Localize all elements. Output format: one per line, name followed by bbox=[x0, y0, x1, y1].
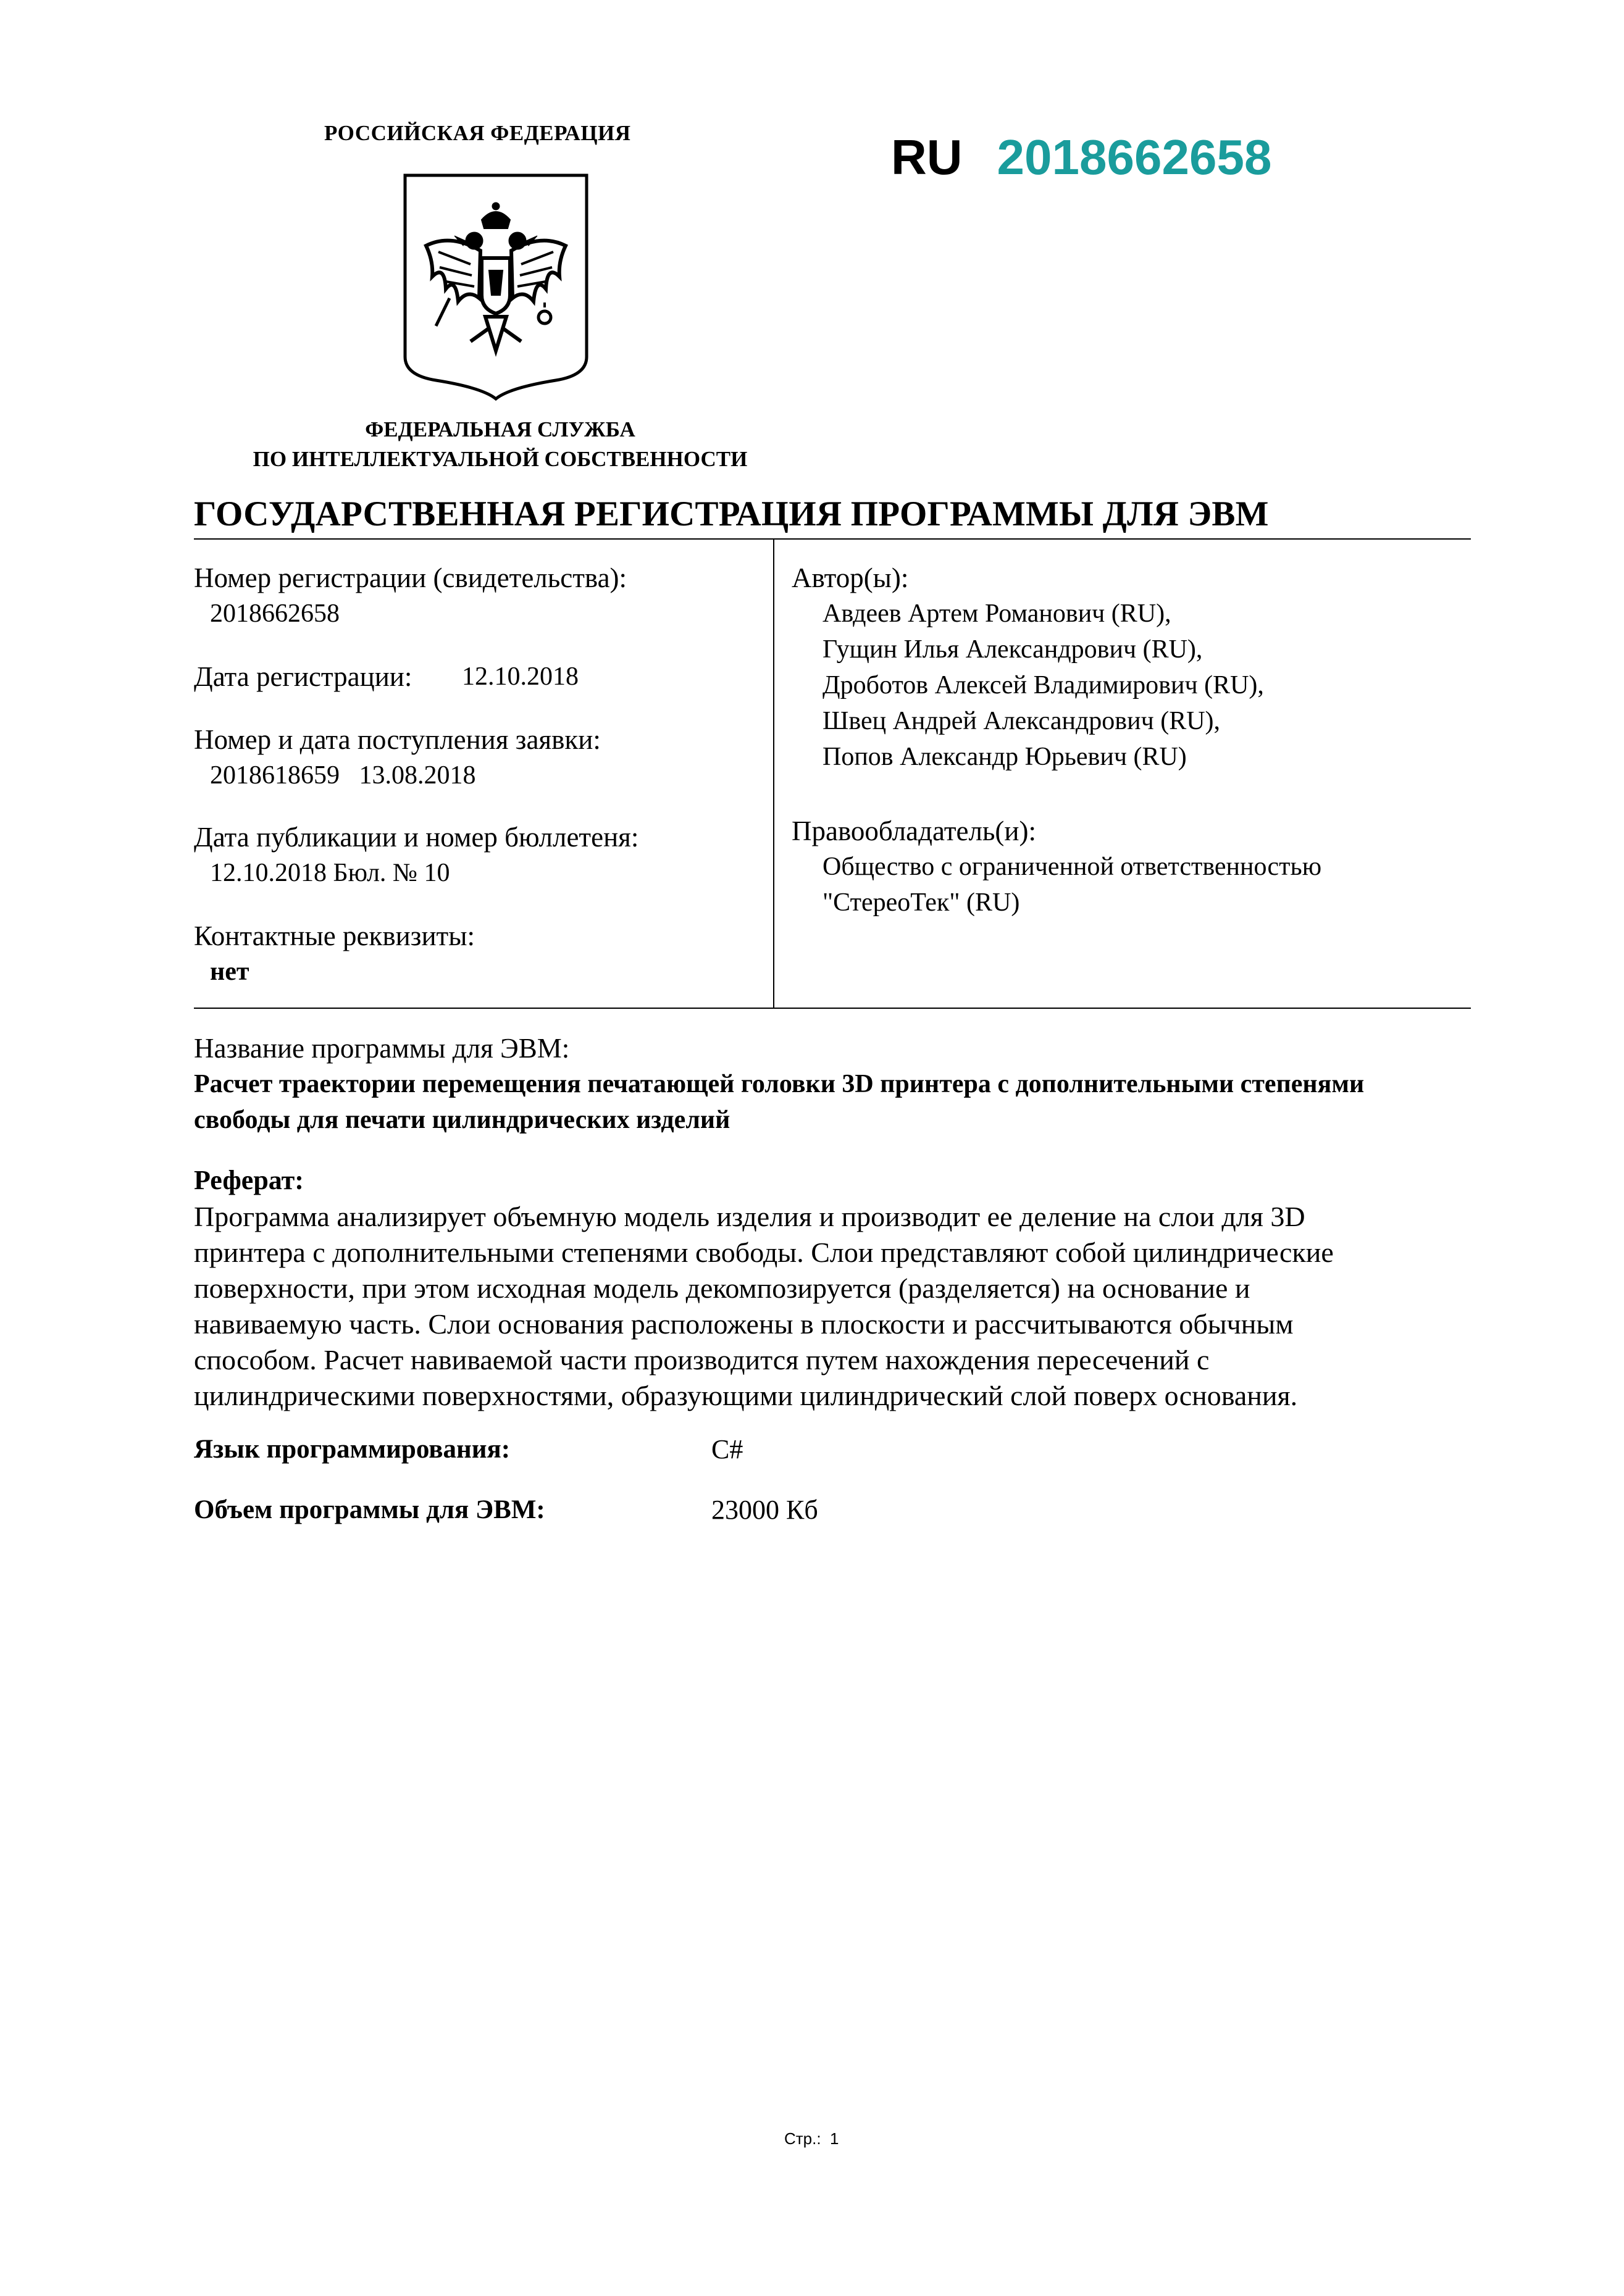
authors-label: Автор(ы): bbox=[792, 562, 909, 593]
abstract-line: Программа анализирует объемную модель изделия и производит ее деление на слои для 3D bbox=[194, 1201, 1305, 1232]
holder-line: "СтереоТек" (RU) bbox=[822, 888, 1020, 917]
contacts-label: Контактные реквизиты: bbox=[194, 920, 475, 951]
holders-label: Правообладатель(и): bbox=[792, 816, 1036, 846]
divider-top bbox=[194, 538, 1471, 540]
page-title: ГОСУДАРСТВЕННАЯ РЕГИСТРАЦИЯ ПРОГРАММЫ ДЛЯ ЭВМ bbox=[194, 495, 1269, 533]
contacts-value: нет bbox=[210, 958, 249, 986]
agency-name-line1: ФЕДЕРАЛЬНАЯ СЛУЖБА bbox=[365, 417, 635, 441]
program-name-line: свободы для печати цилиндрических изделий bbox=[194, 1106, 730, 1134]
application-date: 13.08.2018 bbox=[359, 761, 476, 790]
application-number: 2018618659 bbox=[210, 761, 340, 790]
bulletin-number: Бюл. № 10 bbox=[333, 859, 450, 887]
holder-line: Общество с ограниченной ответственностью bbox=[822, 853, 1322, 881]
doc-number-value: 2018662658 bbox=[997, 130, 1272, 185]
language-value: C# bbox=[711, 1434, 743, 1464]
application-label: Номер и дата поступления заявки: bbox=[194, 724, 601, 755]
abstract-line: принтера с дополнительными степенями свободы. Слои представляют собой цилиндрические bbox=[194, 1237, 1334, 1268]
author-item: Дроботов Алексей Владимирович (RU), bbox=[822, 671, 1264, 699]
coat-of-arms-emblem bbox=[401, 172, 590, 401]
abstract-line: цилиндрическими поверхностями, образующими цилиндрический слой поверх основания. bbox=[194, 1380, 1298, 1411]
author-item: Попов Александр Юрьевич (RU) bbox=[822, 743, 1187, 771]
program-name-line: Расчет траектории перемещения печатающей головки 3D принтера с дополнительными степенями bbox=[194, 1070, 1365, 1098]
language-label: Язык программирования: bbox=[194, 1435, 511, 1464]
agency-name-line2: ПО ИНТЕЛЛЕКТУАЛЬНОЙ СОБСТВЕННОСТИ bbox=[253, 447, 748, 471]
author-item: Гущин Илья Александрович (RU), bbox=[822, 635, 1203, 664]
agency-name bbox=[185, 415, 815, 474]
document-number bbox=[891, 127, 1271, 188]
publication-date: 12.10.2018 bbox=[210, 859, 327, 887]
page-number-value: 1 bbox=[830, 2129, 839, 2148]
reg-date-label: Дата регистрации: bbox=[194, 661, 412, 692]
application-value bbox=[210, 758, 476, 793]
abstract-line: навиваемую часть. Слои основания расположены в плоскости и рассчитываются обычным bbox=[194, 1308, 1294, 1340]
page-number bbox=[784, 2129, 839, 2148]
divider-vertical bbox=[773, 538, 774, 1008]
reg-number-label: Номер регистрации (свидетельства): bbox=[194, 562, 627, 593]
doc-country-code: RU bbox=[891, 130, 963, 185]
abstract-text bbox=[194, 1199, 1471, 1414]
size-value: 23000 Кб bbox=[711, 1495, 818, 1525]
publication-value bbox=[210, 856, 450, 890]
program-name-label: Название программы для ЭВМ: bbox=[194, 1033, 570, 1064]
abstract-line: поверхности, при этом исходная модель декомпозируется (разделяется) на основание и bbox=[194, 1272, 1250, 1304]
abstract-line: способом. Расчет навиваемой части производится путем нахождения пересечений с bbox=[194, 1344, 1210, 1376]
size-label: Объем программы для ЭВМ: bbox=[194, 1495, 545, 1524]
author-item: Авдеев Артем Романович (RU), bbox=[822, 599, 1171, 628]
publication-label: Дата публикации и номер бюллетеня: bbox=[194, 822, 639, 853]
author-item: Швец Андрей Александрович (RU), bbox=[822, 707, 1221, 735]
page-label: Стр.: bbox=[784, 2129, 821, 2148]
country-name: РОССИЙСКАЯ ФЕДЕРАЦИЯ bbox=[324, 121, 631, 145]
reg-number-value: 2018662658 bbox=[210, 599, 340, 628]
abstract-label: Реферат: bbox=[194, 1165, 304, 1195]
divider-bottom bbox=[194, 1008, 1471, 1009]
reg-date-value: 12.10.2018 bbox=[462, 662, 579, 691]
